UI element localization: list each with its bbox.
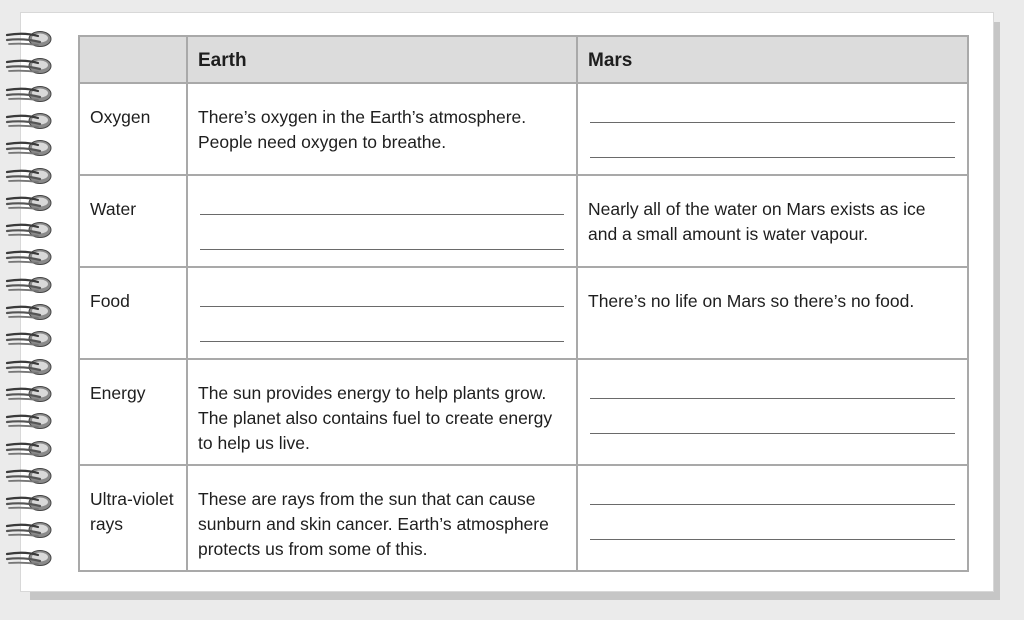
mars-cell: Nearly all of the water on Mars exists as ice and a small amount is water vapour. [577,175,968,267]
spiral-ring-icon [4,467,54,485]
spiral-ring-icon [4,549,54,567]
header-row [79,36,968,83]
table-row [79,359,968,465]
spiral-ring-icon [4,85,54,103]
answer-line[interactable] [200,197,564,215]
table-row [79,267,968,359]
answer-line[interactable] [590,105,955,123]
comparison-table [78,35,969,572]
answer-line[interactable] [590,505,955,540]
spiral-ring-icon [4,194,54,212]
spiral-ring-icon [4,385,54,403]
earth-answer-lines[interactable] [187,267,577,359]
answer-line[interactable] [590,487,955,505]
spiral-ring-icon [4,221,54,239]
spiral-ring-icon [4,57,54,75]
table-row [79,83,968,175]
spiral-ring-icon [4,167,54,185]
table-row [79,465,968,571]
spiral-ring-icon [4,30,54,48]
spiral-binding [4,30,54,580]
row-label: Food [79,267,187,359]
spiral-ring-icon [4,139,54,157]
row-label: Oxygen [79,83,187,175]
mars-answer-lines[interactable] [577,83,968,175]
mars-answer-lines[interactable] [577,359,968,465]
row-label: Energy [79,359,187,465]
row-label: Ultra-violet rays [79,465,187,571]
spiral-ring-icon [4,303,54,321]
spiral-ring-icon [4,494,54,512]
spiral-ring-icon [4,440,54,458]
spiral-ring-icon [4,330,54,348]
spiral-ring-icon [4,521,54,539]
earth-cell: The sun provides energy to help plants grow. The planet also contains fuel to create energy to help us live. [187,359,577,465]
answer-line[interactable] [200,307,564,342]
answer-line[interactable] [590,399,955,434]
spiral-ring-icon [4,248,54,266]
mars-cell: There’s no life on Mars so there’s no food. [577,267,968,359]
earth-cell: There’s oxygen in the Earth’s atmosphere. People need oxygen to breathe. [187,83,577,175]
spiral-ring-icon [4,112,54,130]
header-earth: Earth [187,36,577,83]
row-label: Water [79,175,187,267]
mars-answer-lines[interactable] [577,465,968,571]
answer-line[interactable] [590,123,955,158]
answer-line[interactable] [590,381,955,399]
earth-answer-lines[interactable] [187,175,577,267]
table-row [79,175,968,267]
spiral-ring-icon [4,412,54,430]
earth-cell: These are rays from the sun that can cause sunburn and skin cancer. Earth’s atmosphere protects us from some of this. [187,465,577,571]
answer-line[interactable] [200,289,564,307]
header-mars: Mars [577,36,968,83]
answer-line[interactable] [200,215,564,250]
header-blank [79,36,187,83]
spiral-ring-icon [4,276,54,294]
spiral-ring-icon [4,358,54,376]
